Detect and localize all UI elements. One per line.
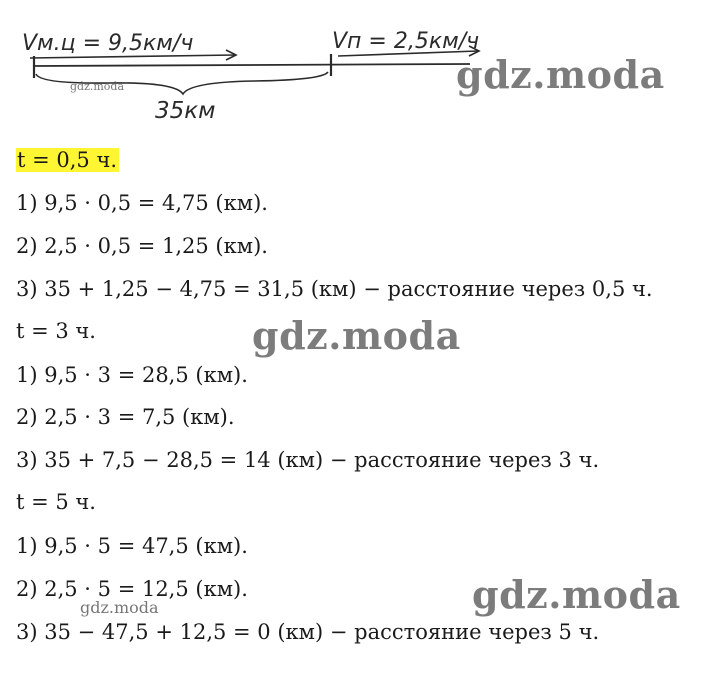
solution-line-t2: t = 3 ч. (16, 319, 96, 343)
solution-line: 3) 35 + 1,25 − 4,75 = 31,5 (км) − расстояние через 0,5 ч. (16, 277, 653, 301)
sketch-main-line (33, 64, 470, 66)
solution-line: 2) 2,5 · 5 = 12,5 (км). (16, 577, 248, 601)
solution-line: 3) 35 + 7,5 − 28,5 = 14 (км) − расстояние через 3 ч. (16, 448, 600, 472)
solution-line: 2) 2,5 · 3 = 7,5 (км). (16, 405, 235, 429)
watermark-bottom-small: gdz.moda (80, 598, 159, 617)
solution-line: 1) 9,5 · 3 = 28,5 (км). (16, 363, 248, 387)
sketch-distance-label: 35км (155, 98, 216, 124)
solution-line-t1 (16, 146, 119, 174)
watermark-sketch-small: gdz.moda (70, 80, 125, 93)
solution-line-t3: t = 5 ч. (16, 490, 96, 514)
solution-line: 1) 9,5 · 5 = 47,5 (км). (16, 534, 248, 558)
watermark-middle: gdz.moda (252, 313, 461, 358)
sketch-label-right: Vп = 2,5км/ч (332, 29, 480, 54)
watermark-top-right: gdz.moda (456, 52, 665, 97)
solution-line: 1) 9,5 · 0,5 = 4,75 (км). (16, 191, 268, 215)
solution-line: 2) 2,5 · 0,5 = 1,25 (км). (16, 234, 268, 258)
highlighted-time: t = 0,5 ч. (17, 148, 118, 172)
watermark-bottom-right: gdz.moda (472, 572, 681, 617)
sketch-label-left: Vм.ц = 9,5км/ч (22, 31, 194, 56)
solution-line: 3) 35 − 47,5 + 12,5 = 0 (км) − расстояние через 5 ч. (16, 620, 600, 644)
